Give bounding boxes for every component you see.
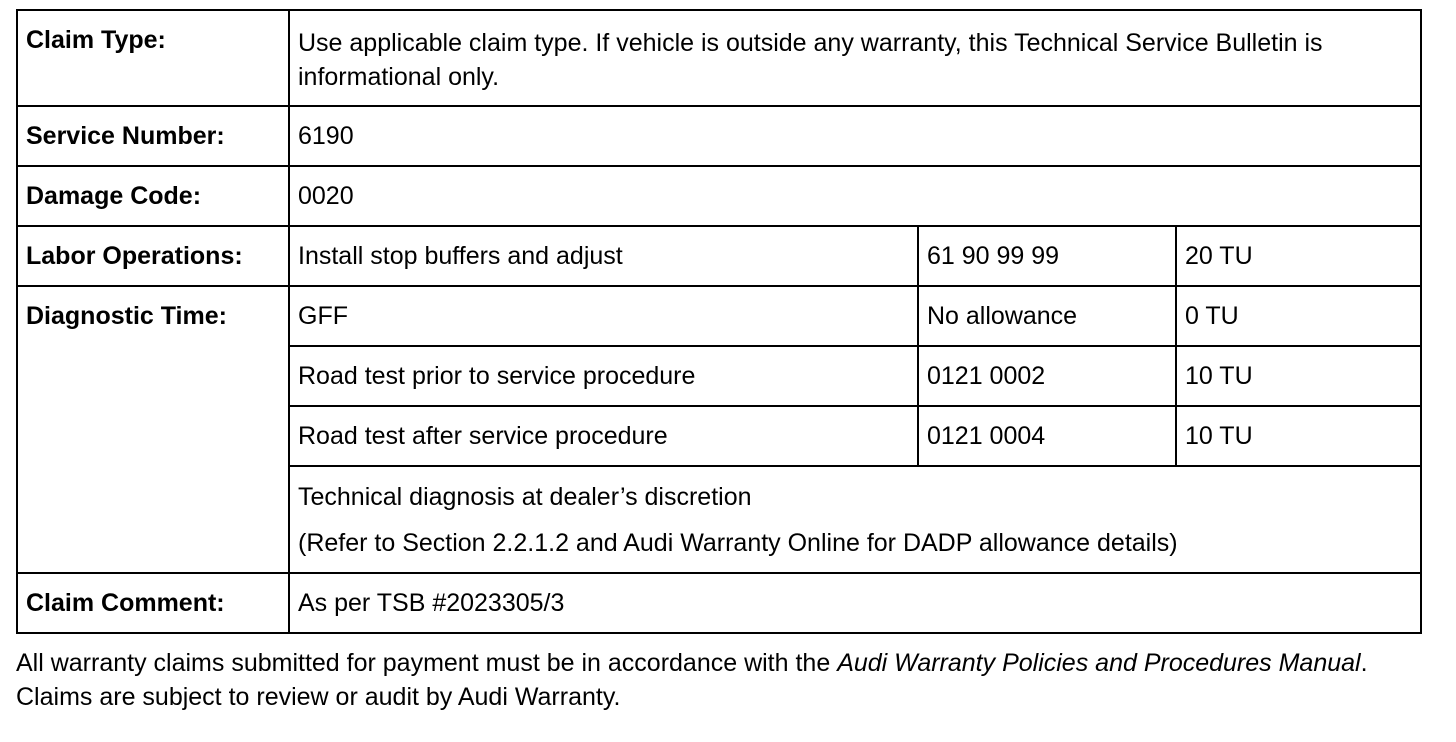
labor-operations-row — [17, 226, 1421, 286]
labor-operations-time: 20 TU — [1176, 226, 1421, 286]
service-number-label: Service Number: — [17, 106, 289, 166]
diagnostic-row — [17, 286, 1421, 346]
claim-type-row — [17, 10, 1421, 106]
labor-operations-code: 61 90 99 99 — [918, 226, 1176, 286]
service-number-value: 6190 — [289, 106, 1421, 166]
diagnostic-code: 0121 0004 — [918, 406, 1176, 466]
diagnostic-time: 0 TU — [1176, 286, 1421, 346]
service-number-row — [17, 106, 1421, 166]
diagnostic-description: Road test after service procedure — [289, 406, 918, 466]
footer-text-1: All warranty claims submitted for payment must be in accordance with the — [16, 649, 838, 677]
diagnostic-note-line-1: Technical diagnosis at dealer’s discretion — [298, 482, 752, 511]
diagnostic-note — [289, 466, 1421, 573]
diagnostic-time: 10 TU — [1176, 406, 1421, 466]
damage-code-label: Damage Code: — [17, 166, 289, 226]
labor-operations-description: Install stop buffers and adjust — [289, 226, 918, 286]
warranty-table — [16, 9, 1422, 634]
warranty-footer-note — [16, 646, 1420, 714]
claim-type-label: Claim Type: — [17, 10, 289, 106]
diagnostic-note-line-2: (Refer to Section 2.2.1.2 and Audi Warranty Online for DADP allowance details) — [298, 528, 1178, 557]
damage-code-value: 0020 — [289, 166, 1421, 226]
footer-text-2: . Claims are subject to review or audit by Audi Warranty. — [16, 649, 1368, 711]
claim-comment-value: As per TSB #2023305/3 — [289, 573, 1421, 633]
diagnostic-time-label: Diagnostic Time: — [17, 286, 289, 573]
diagnostic-description: GFF — [289, 286, 918, 346]
diagnostic-code: 0121 0002 — [918, 346, 1176, 406]
damage-code-row — [17, 166, 1421, 226]
labor-operations-label: Labor Operations: — [17, 226, 289, 286]
diagnostic-time: 10 TU — [1176, 346, 1421, 406]
footer-manual-title: Audi Warranty Policies and Procedures Manual — [837, 649, 1361, 677]
claim-comment-row — [17, 573, 1421, 633]
diagnostic-code: No allowance — [918, 286, 1176, 346]
claim-type-value: Use applicable claim type. If vehicle is outside any warranty, this Technical Service Bulletin is informational only. — [289, 10, 1421, 106]
diagnostic-description: Road test prior to service procedure — [289, 346, 918, 406]
warranty-document — [16, 9, 1420, 714]
claim-comment-label: Claim Comment: — [17, 573, 289, 633]
